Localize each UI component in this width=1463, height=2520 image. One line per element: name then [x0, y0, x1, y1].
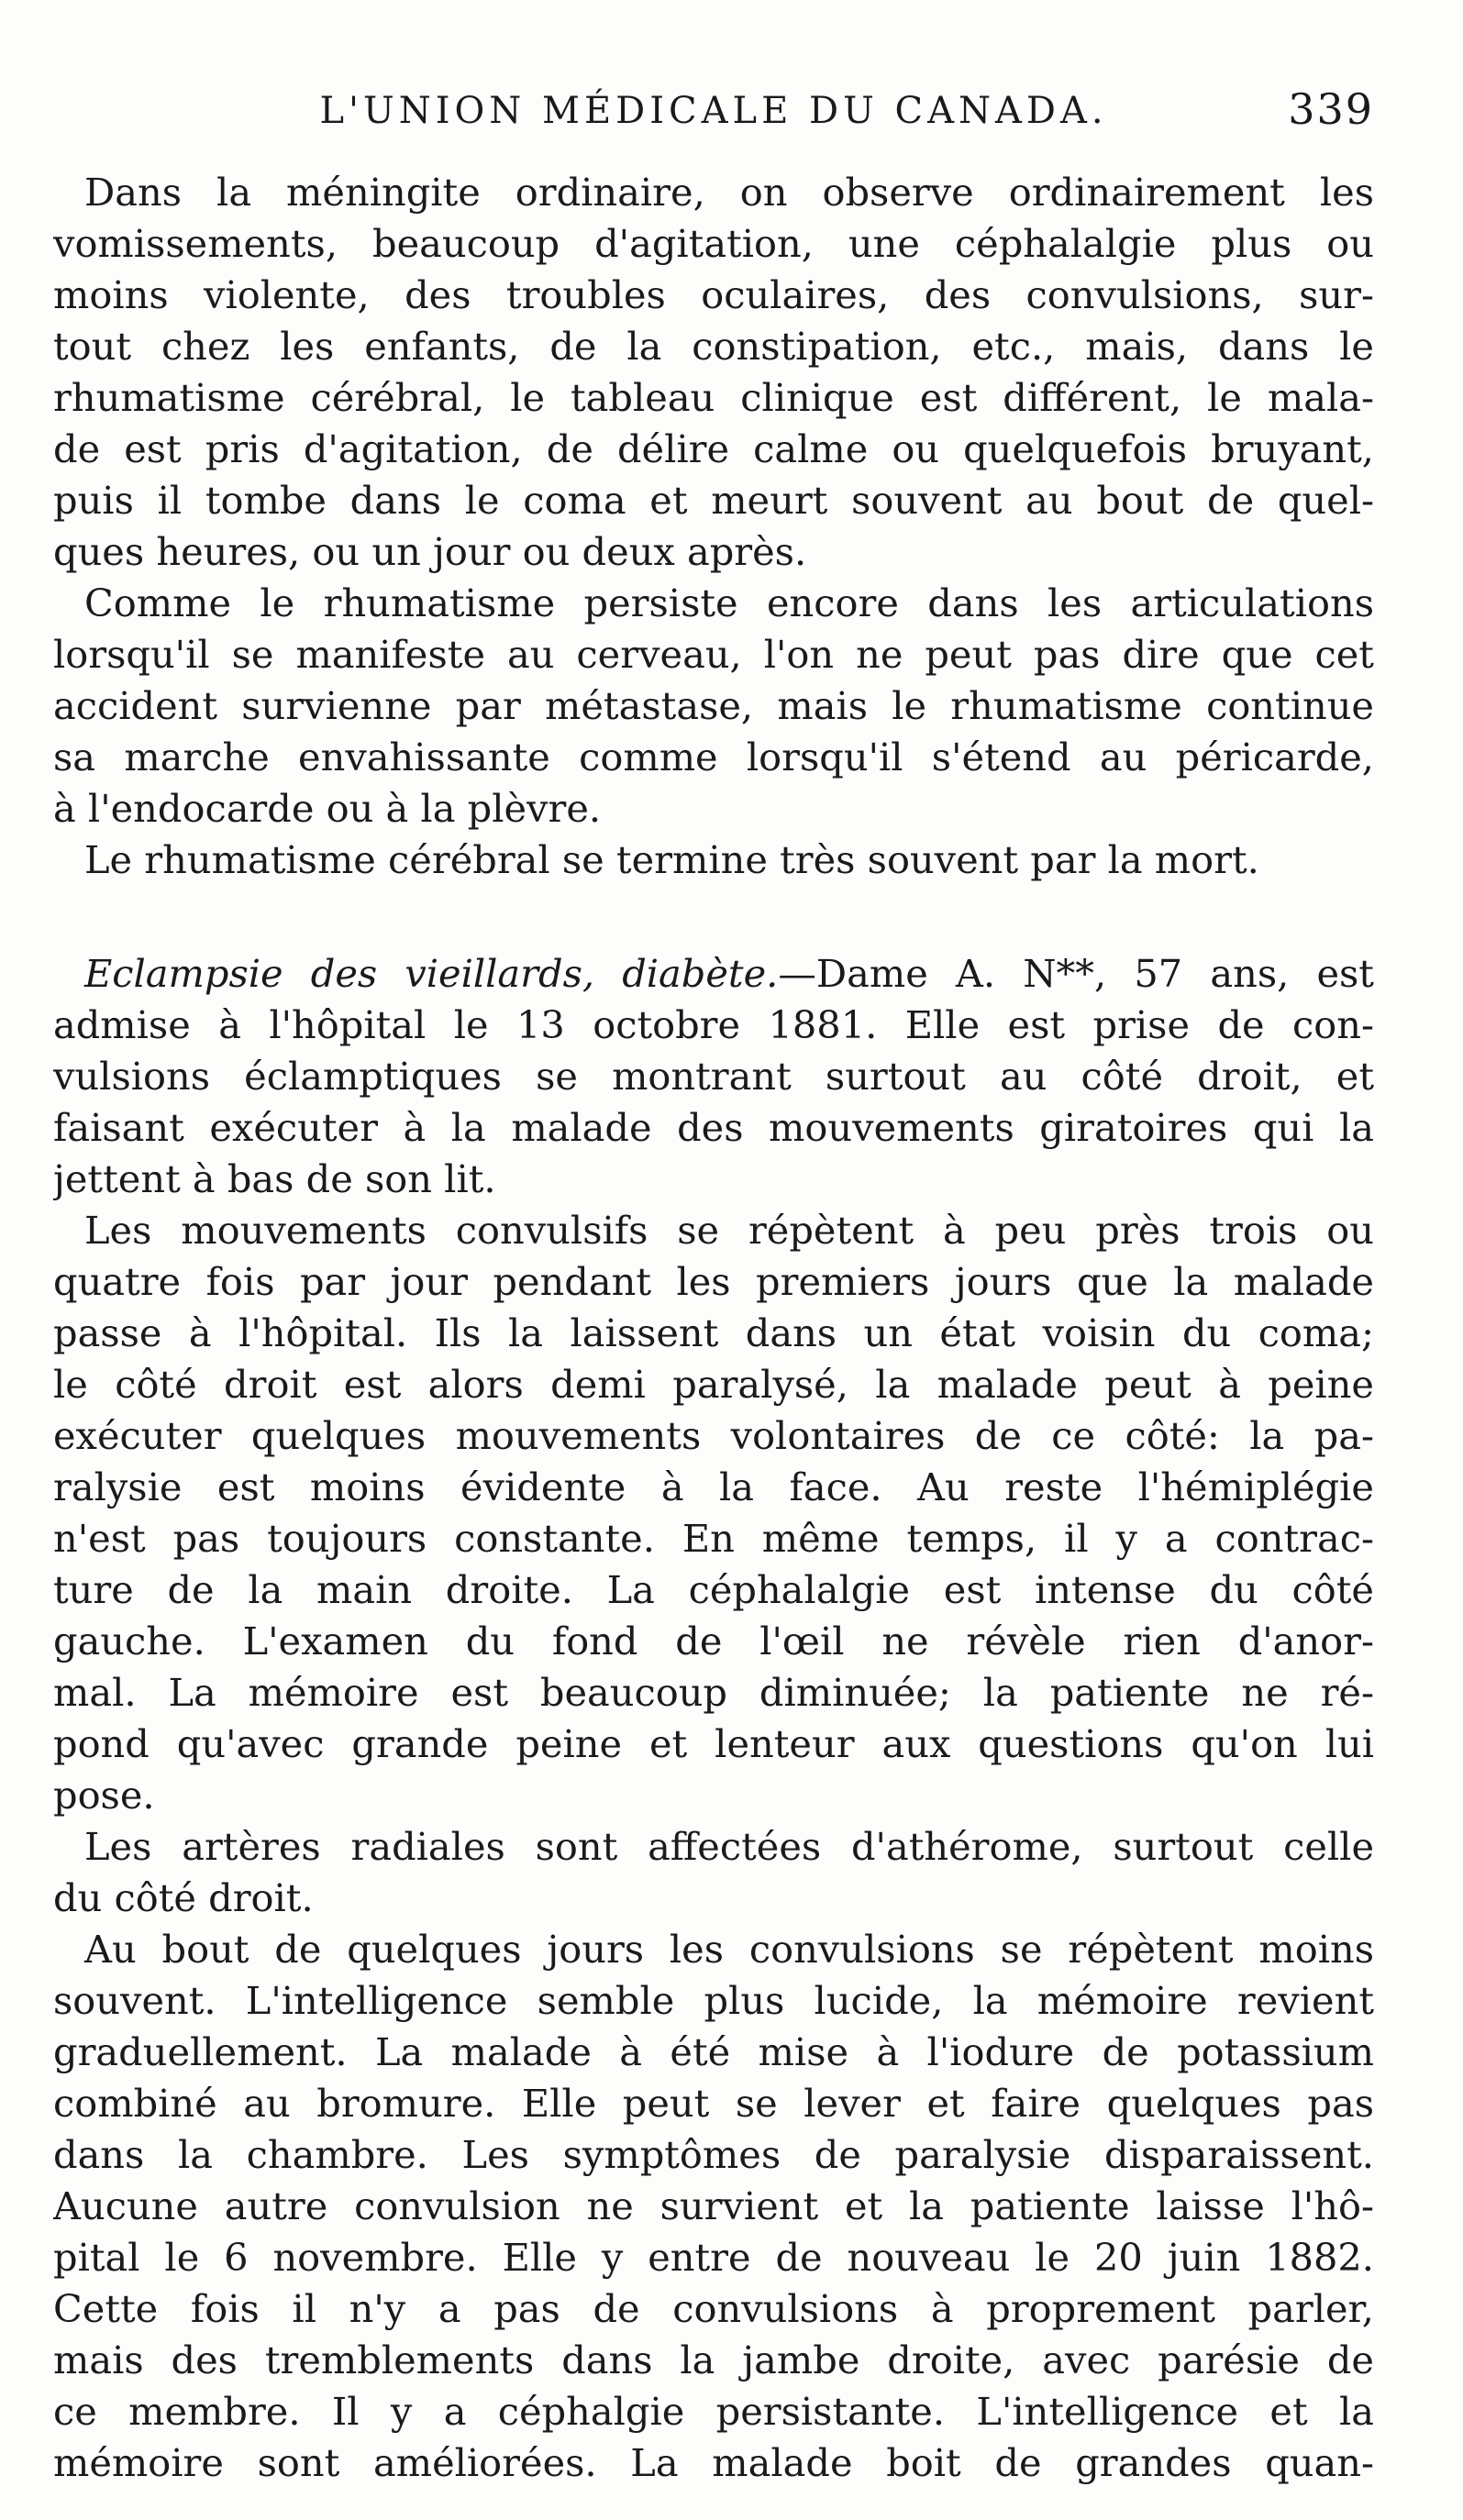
text-line: n'est pas toujours constante. En même temps, il y a contrac- [53, 1516, 1374, 1561]
paragraph-case-eclampsie [53, 948, 1374, 1205]
text-line: admise à l'hôpital le 13 octobre 1881. Elle est prise de con- [53, 1002, 1374, 1047]
text-line: du côté droit. [53, 1875, 314, 1920]
text-line: faisant exécuter à la malade des mouvements giratoires qui la [53, 1105, 1374, 1150]
section-spacer [53, 886, 1374, 948]
text-line: sa marche envahissante comme lorsqu'il s'étend au péricarde, [53, 735, 1374, 779]
text-line: rhumatisme cérébral, le tableau clinique est différent, le mala- [53, 375, 1374, 420]
text-line: moins violente, des troubles oculaires, des convulsions, sur- [53, 272, 1374, 317]
text-line: passe à l'hôpital. Ils la laissent dans un état voisin du coma; [53, 1310, 1374, 1355]
text-line: ture de la main droite. La céphalalgie est intense du côté [53, 1567, 1374, 1612]
text-line: mémoire sont améliorées. La malade boit de grandes quan- [53, 2440, 1374, 2485]
text-line: ce membre. Il y a céphalgie persistante. L'intelligence et la [53, 2389, 1374, 2434]
text-line: le côté droit est alors demi paralysé, la malade peut à peine [53, 1362, 1374, 1407]
text-line: ralysie est moins évidente à la face. Au reste l'hémiplégie [53, 1464, 1374, 1509]
text-line: vomissements, beaucoup d'agitation, une céphalalgie plus ou [53, 221, 1374, 266]
text-line: Au bout de quelques jours les convulsions se répètent moins [84, 1927, 1374, 1972]
text-line: mal. La mémoire est beaucoup diminuée; la patiente ne ré- [53, 1670, 1374, 1715]
text-line: Comme le rhumatisme persiste encore dans les articulations [84, 580, 1374, 625]
text-line: quatre fois par jour pendant les premiers jours que la malade [53, 1259, 1374, 1304]
text-line: Les mouvements convulsifs se répètent à peu près trois ou [84, 1208, 1374, 1253]
paragraph-meningite [53, 167, 1374, 578]
text-line: Les artères radiales sont affectées d'athérome, surtout celle [84, 1824, 1374, 1869]
paragraph-mouvements [53, 1205, 1374, 1821]
text-line: pose. [53, 1773, 155, 1818]
text-line: dans la chambre. Les symptômes de paralysie disparaissent. [53, 2132, 1374, 2177]
paragraph-evolution [53, 1924, 1374, 2489]
case-heading: Eclampsie des vieillards, diabète. [84, 951, 779, 996]
text-line: lorsqu'il se manifeste au cerveau, l'on ne peut pas dire que cet [53, 632, 1374, 677]
text-line: Le rhumatisme cérébral se termine très souvent par la mort. [84, 837, 1259, 882]
text-line: puis il tombe dans le coma et meurt souvent au bout de quel- [53, 478, 1374, 523]
text-line: tout chez les enfants, de la constipation, etc., mais, dans le [53, 324, 1374, 369]
text-line: graduellement. La malade à été mise à l'iodure de potassium [53, 2029, 1374, 2074]
text-line: combiné au bromure. Elle peut se lever et faire quelques pas [53, 2081, 1374, 2126]
text-line: jettent à bas de son lit. [53, 1156, 496, 1201]
running-head [53, 84, 1374, 139]
text-line: ques heures, ou un jour ou deux après. [53, 529, 807, 574]
text-line: accident survienne par métastase, mais le rhumatisme continue [53, 683, 1374, 728]
page-number: 339 [1288, 84, 1374, 134]
text-line: pond qu'avec grande peine et lenteur aux questions qu'on lui [53, 1721, 1374, 1766]
text-line: Dans la méningite ordinaire, on observe ordinairement les [84, 170, 1374, 215]
text-line: à l'endocarde ou à la plèvre. [53, 786, 602, 831]
text-line: vulsions éclamptiques se montrant surtout au côté droit, et [53, 1054, 1374, 1099]
text-line: de est pris d'agitation, de délire calme ou quelquefois bruyant, [53, 426, 1374, 471]
text-line: mais des tremblements dans la jambe droite, avec parésie de [53, 2338, 1374, 2382]
paragraph-metastase [53, 578, 1374, 834]
paragraph-conclusion [53, 834, 1374, 886]
text-line: Cette fois il n'y a pas de convulsions à proprement parler, [53, 2286, 1374, 2331]
text-line: Aucune autre convulsion ne survient et la patiente laisse l'hô- [53, 2183, 1374, 2228]
text-line-with-heading [53, 948, 1374, 1000]
running-title: L'UNION MÉDICALE DU CANADA. [319, 90, 1108, 132]
body-text [53, 167, 1374, 2489]
case-heading-continuation: —Dame A. N**, 57 ans, est [778, 951, 1374, 996]
text-line: souvent. L'intelligence semble plus lucide, la mémoire revient [53, 1978, 1374, 2023]
text-line: exécuter quelques mouvements volontaires de ce côté: la pa- [53, 1413, 1374, 1458]
text-line: gauche. L'examen du fond de l'œil ne révèle rien d'anor- [53, 1619, 1374, 1663]
paragraph-arteres [53, 1821, 1374, 1924]
text-line: pital le 6 novembre. Elle y entre de nouveau le 20 juin 1882. [53, 2235, 1374, 2280]
